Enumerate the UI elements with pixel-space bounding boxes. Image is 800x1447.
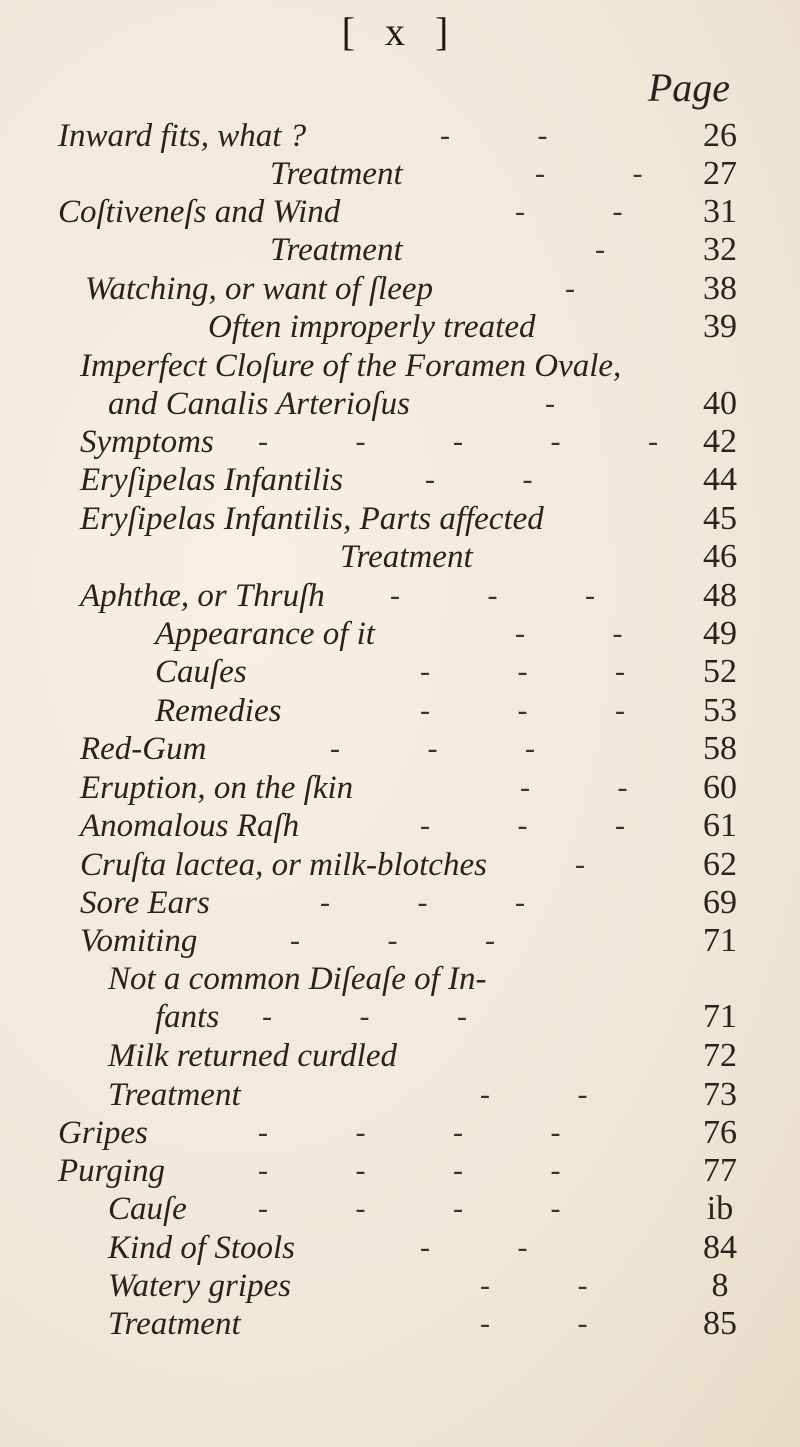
- entry-title: Eryſipelas Infantilis, Parts affected: [80, 501, 544, 537]
- toc-entry: [0, 423, 800, 461]
- entry-title: Eruption, on the ſkin: [80, 770, 354, 806]
- entry-leader: - - -: [420, 809, 665, 842]
- entry-leader: - - -: [420, 655, 665, 688]
- entry-title: and Canalis Arterioſus: [108, 386, 410, 422]
- entry-title: Cauſe: [108, 1191, 187, 1227]
- entry-page: 44: [703, 461, 737, 498]
- entry-page: 26: [703, 117, 737, 154]
- entry-title: Treatment: [108, 1306, 241, 1342]
- toc-entry: [0, 538, 800, 576]
- toc-entry: [0, 922, 800, 960]
- toc-entry: [0, 884, 800, 922]
- entry-title: Eryſipelas Infantilis: [80, 462, 344, 498]
- toc-entry: [0, 1190, 800, 1228]
- entry-page: 69: [703, 884, 737, 921]
- entry-page: 8: [711, 1267, 729, 1304]
- toc-entry: [0, 308, 800, 346]
- entry-page: 84: [703, 1229, 737, 1266]
- toc-entry: [0, 730, 800, 768]
- toc-entry: [0, 1229, 800, 1267]
- entry-page: 76: [703, 1114, 737, 1151]
- toc-entry: [0, 1267, 800, 1305]
- entry-leader: - - - -: [258, 1116, 601, 1149]
- entry-page: 48: [703, 577, 737, 614]
- entry-title: Sore Ears: [80, 885, 210, 921]
- entry-page: 38: [703, 270, 737, 307]
- entry-page: 72: [703, 1037, 737, 1074]
- entry-leader: - -: [515, 195, 663, 228]
- toc-entry: [0, 461, 800, 499]
- page-column-heading: Page: [647, 65, 730, 110]
- entry-title: Kind of Stools: [108, 1230, 296, 1266]
- entry-leader: - - -: [420, 694, 665, 727]
- entry-page: 32: [703, 231, 737, 268]
- entry-leader: - - - - -: [258, 425, 698, 458]
- entry-title: Inward fits, what ?: [58, 118, 307, 154]
- entry-page: 60: [703, 769, 737, 806]
- signature-mark: [ x ]: [341, 9, 459, 54]
- entry-title: Treatment: [340, 539, 473, 575]
- entry-title: Gripes: [58, 1115, 148, 1151]
- entry-leader: - - -: [320, 886, 565, 919]
- toc-entry: [0, 270, 800, 308]
- entry-title: Purging: [58, 1153, 165, 1189]
- toc-entry: [0, 385, 800, 423]
- entry-title: Remedies: [155, 693, 282, 729]
- entry-leader: - - - -: [258, 1192, 601, 1225]
- toc-entry: [0, 347, 800, 385]
- entry-page: 61: [703, 807, 737, 844]
- entry-leader: - - -: [262, 1000, 507, 1033]
- entry-page: ib: [706, 1190, 734, 1227]
- entry-page: 77: [703, 1152, 737, 1189]
- entry-title: Symptoms: [80, 424, 214, 460]
- entry-leader: - -: [480, 1078, 628, 1111]
- entry-page: 71: [703, 998, 737, 1035]
- toc-entry: [0, 653, 800, 691]
- entry-leader: - -: [515, 617, 663, 650]
- entry-leader: -: [545, 387, 595, 420]
- entry-title: Imperfect Cloſure of the Foramen Ovale,: [80, 348, 622, 384]
- entry-title: fants: [155, 999, 220, 1035]
- entry-page: 46: [703, 538, 737, 575]
- entry-title: Watery gripes: [108, 1268, 292, 1304]
- entry-leader: - - -: [390, 579, 635, 612]
- toc-entry: [0, 117, 800, 155]
- entry-page: 53: [703, 692, 737, 729]
- entry-title: Treatment: [270, 232, 403, 268]
- entry-leader: - -: [440, 119, 588, 152]
- entry-title: Often improperly treated: [208, 309, 536, 345]
- entry-title: Coſtiveneſs and Wind: [58, 194, 341, 230]
- entry-title: Milk returned curdled: [108, 1038, 397, 1074]
- entry-title: Not a common Diſeaſe of In-: [108, 961, 487, 997]
- toc-entry: [0, 155, 800, 193]
- entry-page: 45: [703, 500, 737, 537]
- toc-entry: [0, 615, 800, 653]
- entry-page: 40: [703, 385, 737, 422]
- entry-leader: - -: [520, 771, 668, 804]
- entry-title: Appearance of it: [155, 616, 375, 652]
- entry-page: 42: [703, 423, 737, 460]
- entry-leader: - -: [535, 157, 683, 190]
- entry-leader: - - - -: [258, 1154, 601, 1187]
- entry-page: 71: [703, 922, 737, 959]
- entry-page: 39: [703, 308, 737, 345]
- entry-title: Anomalous Raſh: [80, 808, 300, 844]
- entry-leader: -: [575, 848, 625, 881]
- toc-entry: [0, 193, 800, 231]
- toc-entry: [0, 807, 800, 845]
- toc-entry: [0, 1152, 800, 1190]
- entry-leader: - - -: [290, 924, 535, 957]
- entry-page: 85: [703, 1305, 737, 1342]
- entry-title: Treatment: [270, 156, 403, 192]
- entry-page: 52: [703, 653, 737, 690]
- entry-page: 73: [703, 1076, 737, 1113]
- entry-page: 62: [703, 846, 737, 883]
- toc-entry: [0, 500, 800, 538]
- toc-entry: [0, 1305, 800, 1343]
- entry-title: Treatment: [108, 1077, 241, 1113]
- entry-title: Cruſta lactea, or milk-blotches: [80, 847, 487, 883]
- entry-page: 31: [703, 193, 737, 230]
- toc-entry: [0, 998, 800, 1036]
- entry-leader: - - -: [330, 732, 575, 765]
- toc-entry: [0, 1076, 800, 1114]
- entry-title: Aphthæ, or Thruſh: [80, 578, 325, 614]
- entry-page: 49: [703, 615, 737, 652]
- entry-title: Cauſes: [155, 654, 247, 690]
- toc-entry: [0, 846, 800, 884]
- entry-title: Red-Gum: [80, 731, 207, 767]
- entry-title: Vomiting: [80, 923, 198, 959]
- entry-leader: - -: [420, 1231, 568, 1264]
- toc-entry: [0, 1114, 800, 1152]
- entry-page: 27: [703, 155, 737, 192]
- entry-leader: - -: [480, 1307, 628, 1340]
- entry-leader: - -: [425, 463, 573, 496]
- entry-leader: -: [565, 272, 615, 305]
- entry-page: 58: [703, 730, 737, 767]
- toc-entry: [0, 960, 800, 998]
- toc-entry: [0, 231, 800, 269]
- entry-leader: - -: [480, 1269, 628, 1302]
- toc-entry: [0, 577, 800, 615]
- entry-leader: -: [595, 233, 645, 266]
- toc-entry: [0, 692, 800, 730]
- toc-entry: [0, 769, 800, 807]
- toc-entry: [0, 1037, 800, 1075]
- entry-title: Watching, or want of ſleep: [85, 271, 434, 307]
